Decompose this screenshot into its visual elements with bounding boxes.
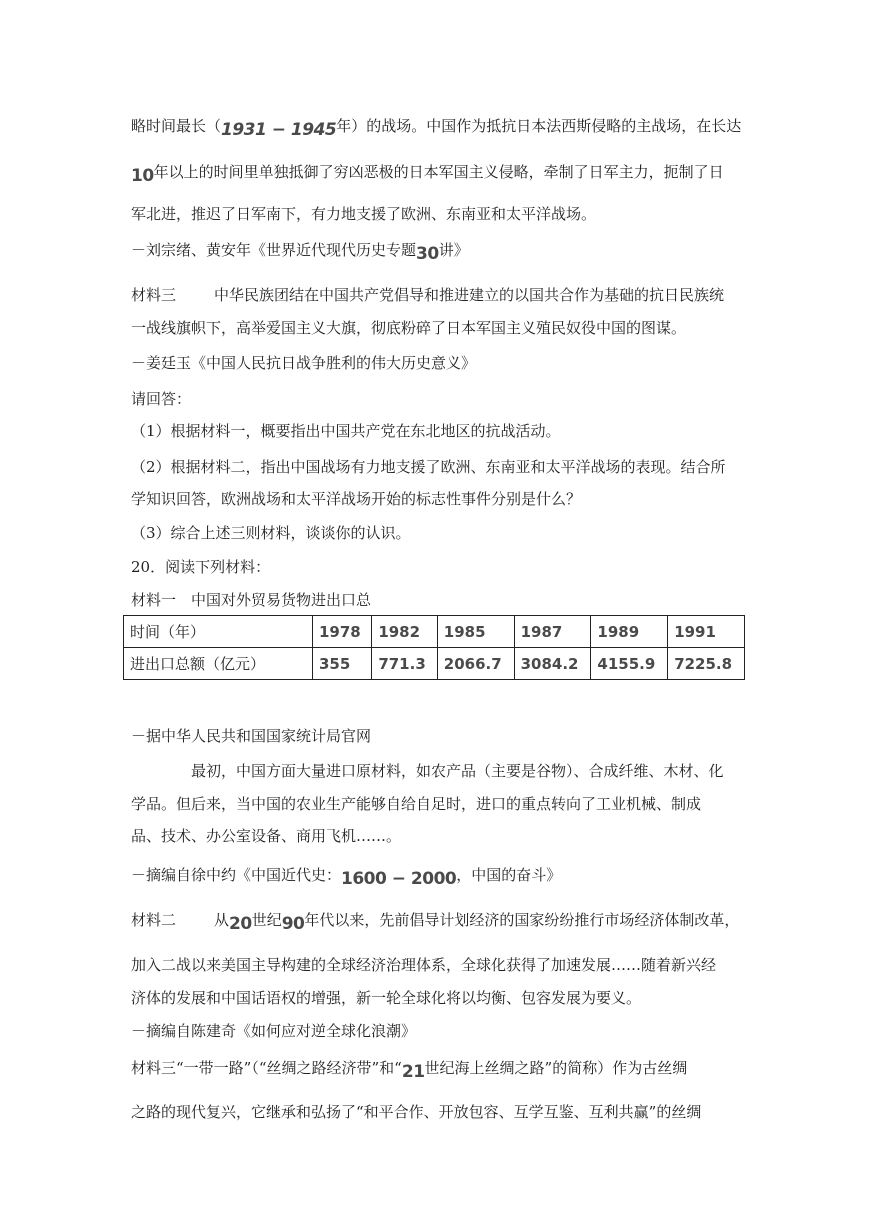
material3-label: 材料三 (131, 286, 177, 304)
paragraph-line-2: 学品。但后来，当中国的农业生产能够自给自足时，进口的重点转向了工业机械、制成 (131, 795, 702, 813)
table-cell: 1978 (313, 616, 372, 648)
question-2-line-2: 学知识回答，欧洲战场和太平洋战场开始的标志性事件分别是什么？ (131, 490, 582, 508)
year-range: 1931 − 1945 (221, 120, 337, 140)
material2-line-2: 10年以上的时间里单独抵御了穷凶恶极的日本军国主义侵略，牵制了日军主力，扼制了日 (131, 163, 724, 186)
material1-title: 材料一 中国对外贸易货物进出口总 (131, 591, 372, 609)
table-cell: 355 (313, 648, 372, 680)
table-cell: 771.3 (372, 648, 437, 680)
question-20-title: 20．阅读下列材料： (131, 558, 271, 576)
material2-b-line-3: 济体的发展和中国话语权的增强，新一轮全球化将以均衡、包容发展为要义。 (131, 989, 642, 1007)
material2-b-line-1: 材料二 从20世纪90年代以来，先前倡导计划经济的国家纷纷推行市场经济体制改革， (131, 911, 740, 934)
table-cell: 1989 (591, 616, 668, 648)
trade-table (123, 615, 745, 680)
material2-b-line-2: 加入二战以来美国主导构建的全球经济治理体系，全球化获得了加速发展……随着新兴经 (131, 956, 717, 974)
paragraph-source: －摘编自徐中约《中国近代史：1600 − 2000，中国的奋斗》 (131, 866, 562, 889)
question-3: （3）综合上述三则材料，谈谈你的认识。 (131, 524, 411, 542)
paragraph-line-1: 最初，中国方面大量进口原材料，如农产品（主要是谷物）、合成纤维、木材、化 (191, 762, 724, 780)
table-cell: 1987 (514, 616, 591, 648)
material3-line-1: 材料三 中华民族团结在中国共产党倡导和推进建立的以国共合作为基础的抗日民族统 (131, 286, 725, 304)
table-header-cell: 时间（年） (124, 616, 313, 648)
table-cell: 3084.2 (514, 648, 591, 680)
material2-b-source: －摘编自陈建奇《如何应对逆全球化浪潮》 (131, 1022, 417, 1040)
question-1: （1）根据材料一，概要指出中国共产党在东北地区的抗战活动。 (131, 422, 561, 440)
table-cell: 4155.9 (591, 648, 668, 680)
material3-source: －姜廷玉《中国人民抗日战争胜利的伟大历史意义》 (131, 354, 477, 372)
material2-source: －刘宗绪、黄安年《世界近代现代历史专题30讲》 (131, 241, 469, 264)
table-cell: 1982 (372, 616, 437, 648)
material2-line-3: 军北进，推迟了日军南下，有力地支援了欧洲、东南亚和太平洋战场。 (131, 205, 597, 223)
material3-line-2: 一战线旗帜下，高举爱国主义大旗，彻底粉碎了日本军国主义殖民奴役中国的图谋。 (131, 319, 687, 337)
table-header-cell: 进出口总额（亿元） (124, 648, 313, 680)
table-source: －据中华人民共和国国家统计局官网 (131, 727, 372, 745)
material3-b-line-1: 材料三“一带一路”（“丝绸之路经济带”和“21世纪海上丝绸之路”的简称）作为古丝绸 (131, 1059, 688, 1082)
table-cell: 1991 (668, 616, 745, 648)
questions-prompt: 请回答： (131, 390, 192, 408)
material2-line-1: 略时间最长（1931 − 1945年）的战场。中国作为抵抗日本法西斯侵略的主战场，在长达 (131, 117, 742, 140)
material2-label: 材料二 (131, 911, 177, 929)
question-2-line-1: （2）根据材料二，指出中国战场有力地支援了欧洲、东南亚和太平洋战场的表现。结合所 (131, 458, 726, 476)
table-cell: 7225.8 (668, 648, 745, 680)
table-cell: 2066.7 (437, 648, 514, 680)
table-row (124, 616, 745, 648)
paragraph-line-3: 品、技术、办公室设备、商用飞机……。 (131, 827, 402, 845)
table-cell: 1985 (437, 616, 514, 648)
material3-b-line-2: 之路的现代复兴，它继承和弘扬了“和平合作、开放包容、互学互鉴、互利共赢”的丝绸 (131, 1103, 702, 1121)
table-row (124, 648, 745, 680)
